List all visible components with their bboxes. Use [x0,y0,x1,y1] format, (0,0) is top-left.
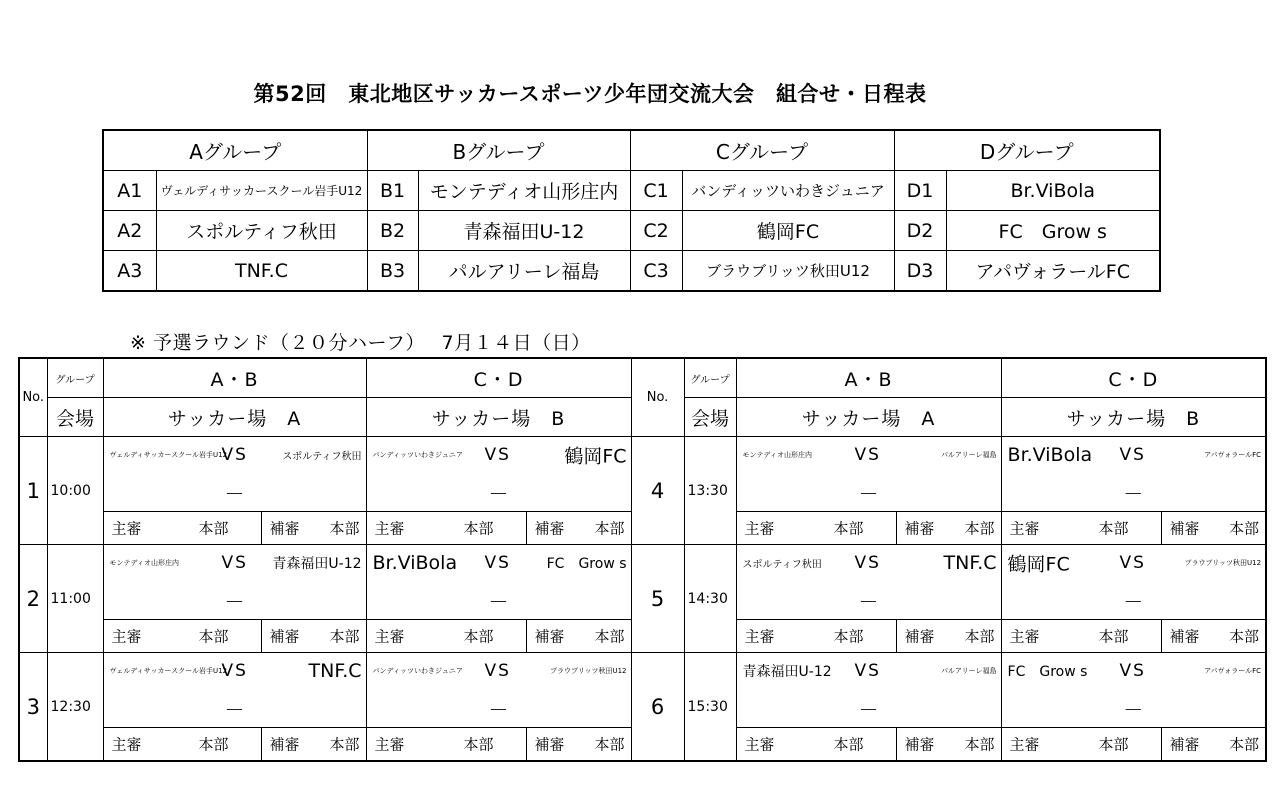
team-name: ヴェルディサッカースクール岩手U12 [156,171,367,211]
vs-label: VS [854,553,881,573]
referee-hq: 本部 [1098,519,1129,538]
venue-b: サッカー場 B [366,398,631,437]
score-dash: － [1001,689,1266,728]
home-team: FC Grow s [1007,664,1088,680]
referee-cell [366,512,526,545]
team-name: モンテディオ山形庄内 [418,171,630,211]
match-cell [103,437,366,474]
score-dash: － [366,581,631,620]
group-row [103,171,1160,211]
home-team: バンディッツいわきジュニア [372,667,463,675]
referee-role: 補審 [1169,519,1200,538]
venue-a: サッカー場 A [736,398,1001,437]
vs-label: VS [484,553,511,573]
match-row [19,545,1266,582]
group-row [103,211,1160,251]
referee-cell [103,512,261,545]
home-team: 青森福田U-12 [742,664,832,680]
score-dash: － [736,689,1001,728]
team-code: B3 [367,251,418,292]
away-team: パルアリーレ福島 [940,451,997,459]
match-number: 4 [631,437,684,545]
team-code: D2 [894,211,946,251]
group-a-header: Aグループ [103,130,367,171]
group-header-row [103,130,1160,171]
match-cell [1001,545,1266,582]
referee-cell [896,620,1001,653]
team-name: FC Grow s [946,211,1160,251]
match-number: 6 [631,653,684,762]
referee-role: 主審 [1009,519,1040,538]
referee-cell [1161,512,1266,545]
vs-label: VS [221,553,248,573]
pair-ab: A・B [736,358,1001,398]
referee-role: 主審 [1009,735,1040,754]
referee-cell [1161,620,1266,653]
referee-hq: 本部 [1098,735,1129,754]
referee-role: 主審 [111,519,142,538]
home-team: ヴェルディサッカースクール岩手U12 [109,451,228,459]
referee-hq: 本部 [329,519,360,538]
group-b-header: Bグループ [367,130,630,171]
referee-hq: 本部 [833,735,864,754]
page-title: 第52回 東北地区サッカースポーツ少年団交流大会 組合せ・日程表 [253,82,927,106]
match-number: 1 [19,437,47,545]
round-note: ※ 予選ラウンド（２０分ハーフ） 7月１４日（日） [130,332,591,354]
team-name: 鶴岡FC [682,211,894,251]
team-name: 青森福田U-12 [418,211,630,251]
referee-hq: 本部 [833,627,864,646]
team-name: パルアリーレ福島 [418,251,630,292]
referee-role: 補審 [904,627,935,646]
score-dash: － [1001,473,1266,512]
vs-label: VS [854,661,881,681]
away-team: ブラウブリッツ秋田U12 [1184,559,1262,567]
home-team: Br.ViBola [1007,444,1093,466]
team-code: B1 [367,171,418,211]
away-team: FC Grow s [546,556,627,572]
home-team: モンテディオ山形庄内 [742,451,812,459]
team-code: B2 [367,211,418,251]
venue-label: 会場 [684,398,736,437]
referee-cell [1001,728,1161,762]
referee-hq: 本部 [1098,627,1129,646]
match-time: 14:30 [684,545,736,653]
referee-role: 補審 [904,519,935,538]
no-header: No. [631,358,684,437]
pair-cd: C・D [366,358,631,398]
referee-cell [896,728,1001,762]
home-team: スポルティフ秋田 [742,559,822,571]
away-team: ブラウブリッツ秋田U12 [550,667,627,675]
referee-cell [261,728,366,762]
match-row [19,437,1266,474]
score-dash: － [1001,581,1266,620]
away-team: スポルティフ秋田 [282,451,362,463]
referee-hq: 本部 [1229,735,1260,754]
away-team: アパヴォラールFC [1204,667,1262,675]
team-code: C1 [630,171,682,211]
score-dash: － [736,473,1001,512]
match-cell [366,653,631,690]
referee-hq: 本部 [964,627,995,646]
referee-cell [366,728,526,762]
referee-role: 主審 [374,519,405,538]
score-dash: － [103,581,366,620]
group-d-header: Dグループ [894,130,1160,171]
team-name: アパヴォラールFC [946,251,1160,292]
vs-label: VS [1119,661,1146,681]
referee-role: 主審 [111,627,142,646]
vs-label: VS [1119,553,1146,573]
vs-label: VS [854,445,881,465]
team-code: A2 [103,211,156,251]
referee-role: 補審 [269,519,300,538]
referee-cell [736,728,896,762]
match-number: 2 [19,545,47,653]
referee-role: 主審 [374,735,405,754]
referee-role: 補審 [1169,735,1200,754]
referee-hq: 本部 [329,735,360,754]
referee-hq: 本部 [833,519,864,538]
away-team: TNF.C [308,660,362,682]
score-dash: － [103,689,366,728]
referee-cell [526,620,631,653]
vs-label: VS [484,445,511,465]
referee-cell [366,620,526,653]
referee-cell [103,620,261,653]
team-name: スポルティフ秋田 [156,211,367,251]
match-cell [1001,653,1266,690]
group-row [103,251,1160,292]
referee-hq: 本部 [198,735,229,754]
referee-cell [736,512,896,545]
referee-role: 主審 [374,627,405,646]
group-label: グループ [47,358,103,398]
referee-role: 補審 [534,735,565,754]
team-code: C3 [630,251,682,292]
score-dash: － [366,689,631,728]
team-name: Br.ViBola [946,171,1160,211]
referee-role: 補審 [534,627,565,646]
referee-role: 主審 [1009,627,1040,646]
pair-ab: A・B [103,358,366,398]
match-cell [1001,437,1266,474]
referee-hq: 本部 [964,519,995,538]
schedule-header-row [19,358,1266,398]
group-c-header: Cグループ [630,130,894,171]
venue-a: サッカー場 A [103,398,366,437]
match-cell [103,653,366,690]
match-row [19,653,1266,690]
team-code: D1 [894,171,946,211]
match-time: 11:00 [47,545,103,653]
match-cell [103,545,366,582]
home-team: モンテディオ山形庄内 [109,559,179,567]
score-dash: － [103,473,366,512]
referee-cell [896,512,1001,545]
referee-cell [526,512,631,545]
group-label: グループ [684,358,736,398]
referee-cell [736,620,896,653]
home-team: バンディッツいわきジュニア [372,451,463,459]
match-number: 5 [631,545,684,653]
referee-hq: 本部 [1229,519,1260,538]
referee-cell [103,728,261,762]
team-code: C2 [630,211,682,251]
venue-b: サッカー場 B [1001,398,1266,437]
referee-role: 主審 [744,519,775,538]
referee-cell [1001,620,1161,653]
venue-label: 会場 [47,398,103,437]
match-cell [736,653,1001,690]
match-time: 13:30 [684,437,736,545]
vs-label: VS [484,661,511,681]
referee-role: 主審 [744,627,775,646]
home-team: 鶴岡FC [1007,553,1070,576]
team-code: A1 [103,171,156,211]
referee-hq: 本部 [1229,627,1260,646]
referee-hq: 本部 [594,519,625,538]
match-time: 15:30 [684,653,736,762]
match-cell [366,437,631,474]
referee-hq: 本部 [198,519,229,538]
match-time: 12:30 [47,653,103,762]
home-team: Br.ViBola [372,552,458,574]
score-dash: － [736,581,1001,620]
match-time: 10:00 [47,437,103,545]
match-cell [736,545,1001,582]
vs-label: VS [221,661,248,681]
referee-cell [526,728,631,762]
referee-hq: 本部 [594,735,625,754]
referee-cell [1001,512,1161,545]
referee-hq: 本部 [463,519,494,538]
match-cell [736,437,1001,474]
home-team: ヴェルディサッカースクール岩手U12 [109,667,228,675]
referee-role: 補審 [269,627,300,646]
referee-hq: 本部 [594,627,625,646]
schedule-table [18,357,1267,762]
team-name: ブラウブリッツ秋田U12 [682,251,894,292]
vs-label: VS [1119,445,1146,465]
referee-role: 補審 [269,735,300,754]
referee-role: 主審 [744,735,775,754]
away-team: TNF.C [943,552,997,574]
referee-role: 補審 [904,735,935,754]
referee-cell [1161,728,1266,762]
group-table [102,129,1161,292]
referee-cell [261,620,366,653]
away-team: 青森福田U-12 [272,556,362,572]
referee-hq: 本部 [329,627,360,646]
pair-cd: C・D [1001,358,1266,398]
team-name: バンディッツいわきジュニア [682,171,894,211]
match-number: 3 [19,653,47,762]
referee-role: 主審 [111,735,142,754]
team-code: D3 [894,251,946,292]
match-cell [366,545,631,582]
referee-role: 補審 [534,519,565,538]
score-dash: － [366,473,631,512]
referee-cell [261,512,366,545]
away-team: アパヴォラールFC [1204,451,1262,459]
referee-hq: 本部 [463,627,494,646]
team-name: TNF.C [156,251,367,292]
no-header: No. [19,358,47,437]
referee-hq: 本部 [198,627,229,646]
referee-hq: 本部 [964,735,995,754]
referee-role: 補審 [1169,627,1200,646]
referee-hq: 本部 [463,735,494,754]
vs-label: VS [221,445,248,465]
team-code: A3 [103,251,156,292]
away-team: パルアリーレ福島 [940,667,997,675]
away-team: 鶴岡FC [564,445,627,468]
